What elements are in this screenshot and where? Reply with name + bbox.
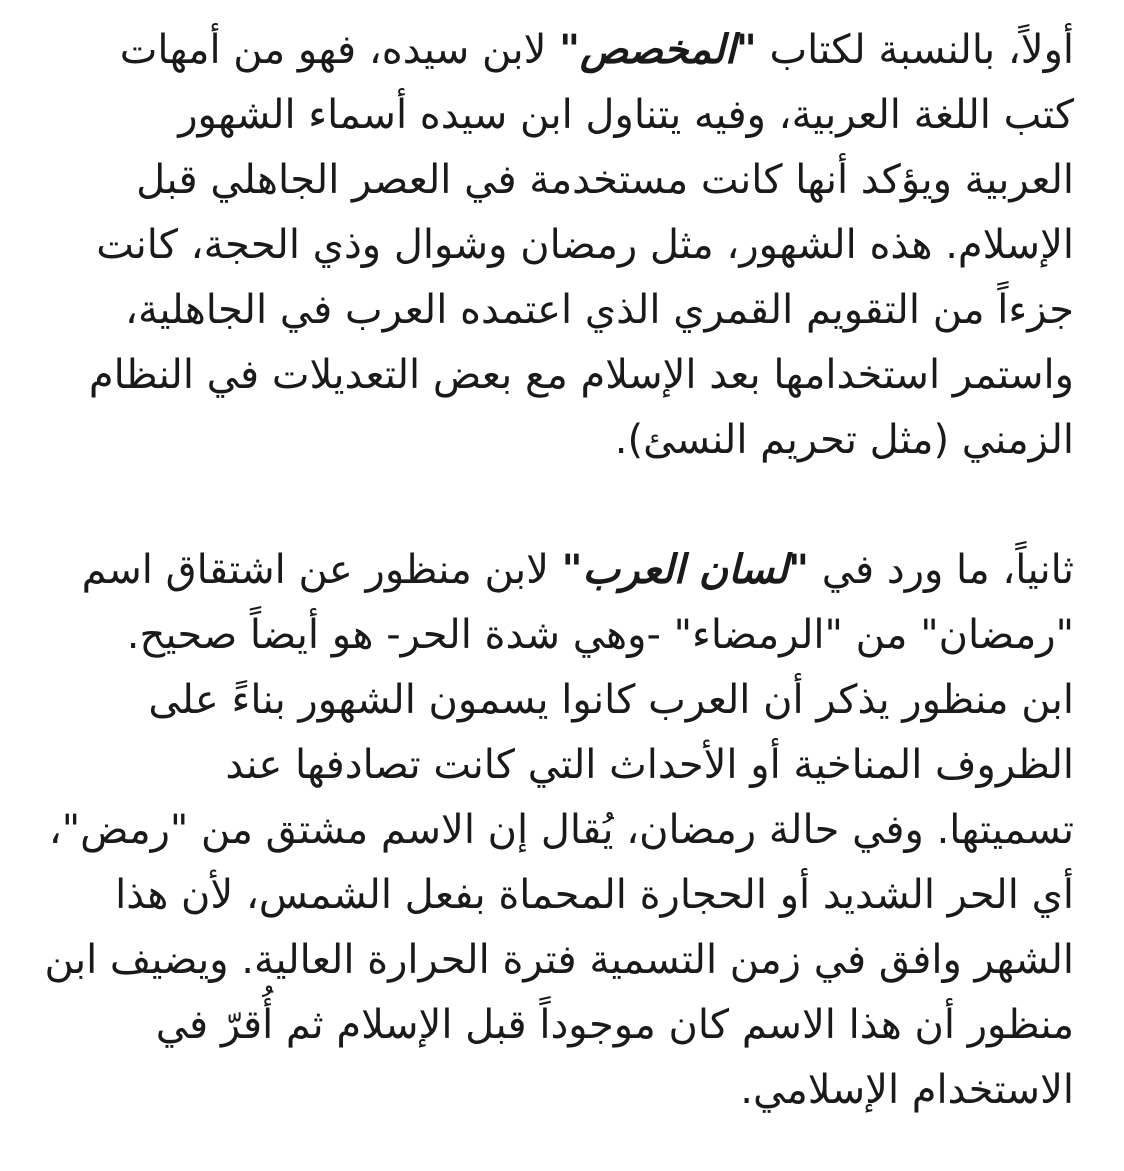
text-line: أي الحر الشديد أو الحجارة المحماة بفعل الشمس، لأن هذا (115, 872, 1074, 918)
paragraph-second (40, 538, 1074, 1123)
text-line: الإسلام. هذه الشهور، مثل رمضان وشوال وذي الحجة، كانت (96, 222, 1074, 268)
line-text-after-title: لابن منظور عن اشتقاق اسم (81, 547, 562, 593)
text-line: واستمر استخدامها بعد الإسلام مع بعض التعديلات في النظام (88, 352, 1074, 398)
line-text-after-title: لابن سيده، فهو من أمهات (119, 27, 560, 73)
book-title-almukhassas: "المخصص" (559, 27, 757, 73)
line-text-before-title: أولاً، بالنسبة لكتاب (756, 27, 1074, 73)
text-line: منظور أن هذا الاسم كان موجوداً قبل الإسلام ثم أُقرّ في (155, 1002, 1074, 1048)
text-line (40, 538, 1074, 603)
text-line: ابن منظور يذكر أن العرب كانوا يسمون الشهور بناءً على (148, 677, 1074, 723)
book-title-lisan-alarab: "لسان العرب" (561, 547, 809, 593)
text-line: الزمني (مثل تحريم النسئ). (614, 417, 1074, 463)
line-text-before-title: ثانياً، ما ورد في (809, 547, 1074, 593)
text-line: "رمضان" من "الرمضاء" -وهي شدة الحر- هو أيضاً صحيح. (126, 612, 1074, 658)
text-line (40, 18, 1074, 83)
text-line: الاستخدام الإسلامي. (740, 1067, 1074, 1113)
text-line: جزءاً من التقويم القمري الذي اعتمده العرب في الجاهلية، (125, 287, 1074, 333)
text-line: كتب اللغة العربية، وفيه يتناول ابن سيده أسماء الشهور (178, 92, 1074, 138)
text-line: الشهر وافق في زمن التسمية فترة الحرارة العالية. ويضيف ابن (44, 937, 1074, 983)
document-body (40, 18, 1074, 1123)
text-line: العربية ويؤكد أنها كانت مستخدمة في العصر الجاهلي قبل (136, 157, 1074, 203)
text-line: الظروف المناخية أو الأحداث التي كانت تصادفها عند (225, 742, 1074, 788)
text-line: تسميتها. وفي حالة رمضان، يُقال إن الاسم مشتق من "رمض"، (48, 807, 1074, 853)
paragraph-first (40, 18, 1074, 473)
